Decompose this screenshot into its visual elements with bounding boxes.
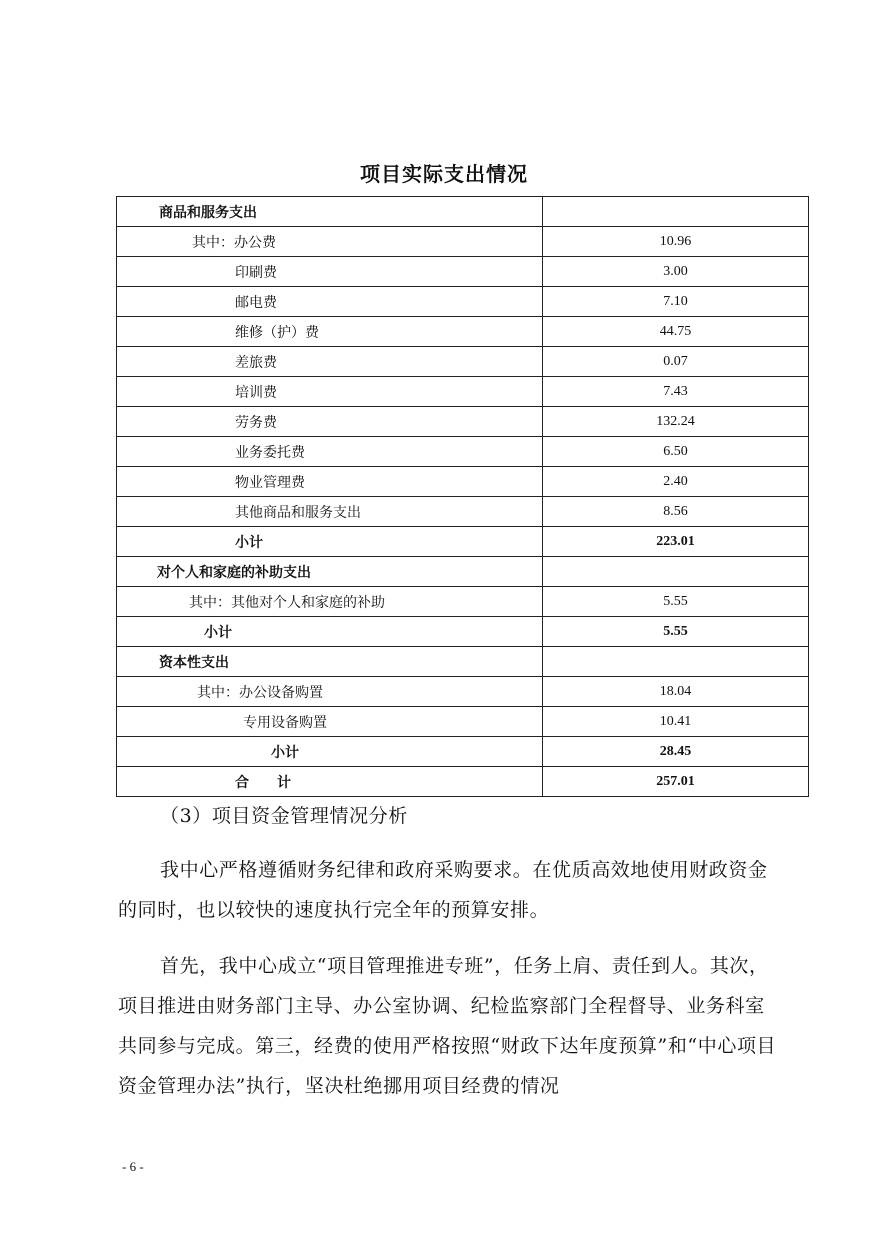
row-label: 其他商品和服务支出 [117, 497, 543, 527]
row-value [543, 197, 809, 227]
row-value: 257.01 [543, 767, 809, 797]
row-value: 6.50 [543, 437, 809, 467]
row-value: 7.10 [543, 287, 809, 317]
row-label: 业务委托费 [117, 437, 543, 467]
paragraph-1: 我中心严格遵循财务纪律和政府采购要求。在优质高效地使用财政资金的同时，也以较快的速度执行完全年的预算安排。 [118, 859, 768, 921]
table-row [117, 707, 809, 737]
row-value [543, 557, 809, 587]
row-value: 2.40 [543, 467, 809, 497]
row-label: 小计 [117, 737, 543, 767]
table-row [117, 527, 809, 557]
table-row [117, 407, 809, 437]
row-label: 其中：办公费 [117, 227, 543, 257]
row-label: 劳务费 [117, 407, 543, 437]
row-value: 44.75 [543, 317, 809, 347]
row-label: 其中：办公设备购置 [117, 677, 543, 707]
row-value: 10.41 [543, 707, 809, 737]
table-row [117, 587, 809, 617]
section-heading: （3）项目资金管理情况分析 [160, 805, 408, 827]
table-row [117, 377, 809, 407]
table-row [117, 617, 809, 647]
expense-table-body [117, 197, 809, 797]
table-row [117, 437, 809, 467]
row-value: 28.45 [543, 737, 809, 767]
row-value: 5.55 [543, 587, 809, 617]
row-label: 对个人和家庭的补助支出 [117, 557, 543, 587]
row-label: 邮电费 [117, 287, 543, 317]
table-row [117, 557, 809, 587]
row-label: 商品和服务支出 [117, 197, 543, 227]
row-value: 0.07 [543, 347, 809, 377]
table-row [117, 497, 809, 527]
table-row [117, 197, 809, 227]
row-value: 18.04 [543, 677, 809, 707]
table-title: 项目实际支出情况 [360, 162, 528, 186]
row-value: 8.56 [543, 497, 809, 527]
page-number: - 6 - [122, 1159, 144, 1174]
row-label: 小计 [117, 617, 543, 647]
row-label: 差旅费 [117, 347, 543, 377]
expense-table [116, 196, 809, 797]
paragraph-2: 首先，我中心成立“项目管理推进专班”，任务上肩、责任到人。其次，项目推进由财务部门主导、办公室协调、纪检监察部门全程督导、业务科室共同参与完成。第三，经费的使用严格按照“财政下达年度预算”和“中心项目资金管理办法”执行，坚决杜绝挪用项目经费的情况 [118, 955, 777, 1097]
row-value: 223.01 [543, 527, 809, 557]
row-label: 资本性支出 [117, 647, 543, 677]
row-label: 其中：其他对个人和家庭的补助 [117, 587, 543, 617]
table-row [117, 317, 809, 347]
row-label: 培训费 [117, 377, 543, 407]
row-value: 3.00 [543, 257, 809, 287]
row-value: 10.96 [543, 227, 809, 257]
row-label: 维修（护）费 [117, 317, 543, 347]
body-text [118, 796, 778, 1122]
row-value: 7.43 [543, 377, 809, 407]
table-row [117, 227, 809, 257]
table-row [117, 287, 809, 317]
row-label: 小计 [117, 527, 543, 557]
table-row [117, 467, 809, 497]
table-row [117, 737, 809, 767]
row-label: 物业管理费 [117, 467, 543, 497]
table-row [117, 347, 809, 377]
row-value: 132.24 [543, 407, 809, 437]
row-label: 印刷费 [117, 257, 543, 287]
row-label: 专用设备购置 [117, 707, 543, 737]
table-row [117, 257, 809, 287]
table-row [117, 677, 809, 707]
row-label: 合 计 [117, 767, 543, 797]
row-value [543, 647, 809, 677]
row-value: 5.55 [543, 617, 809, 647]
table-row [117, 767, 809, 797]
table-row [117, 647, 809, 677]
